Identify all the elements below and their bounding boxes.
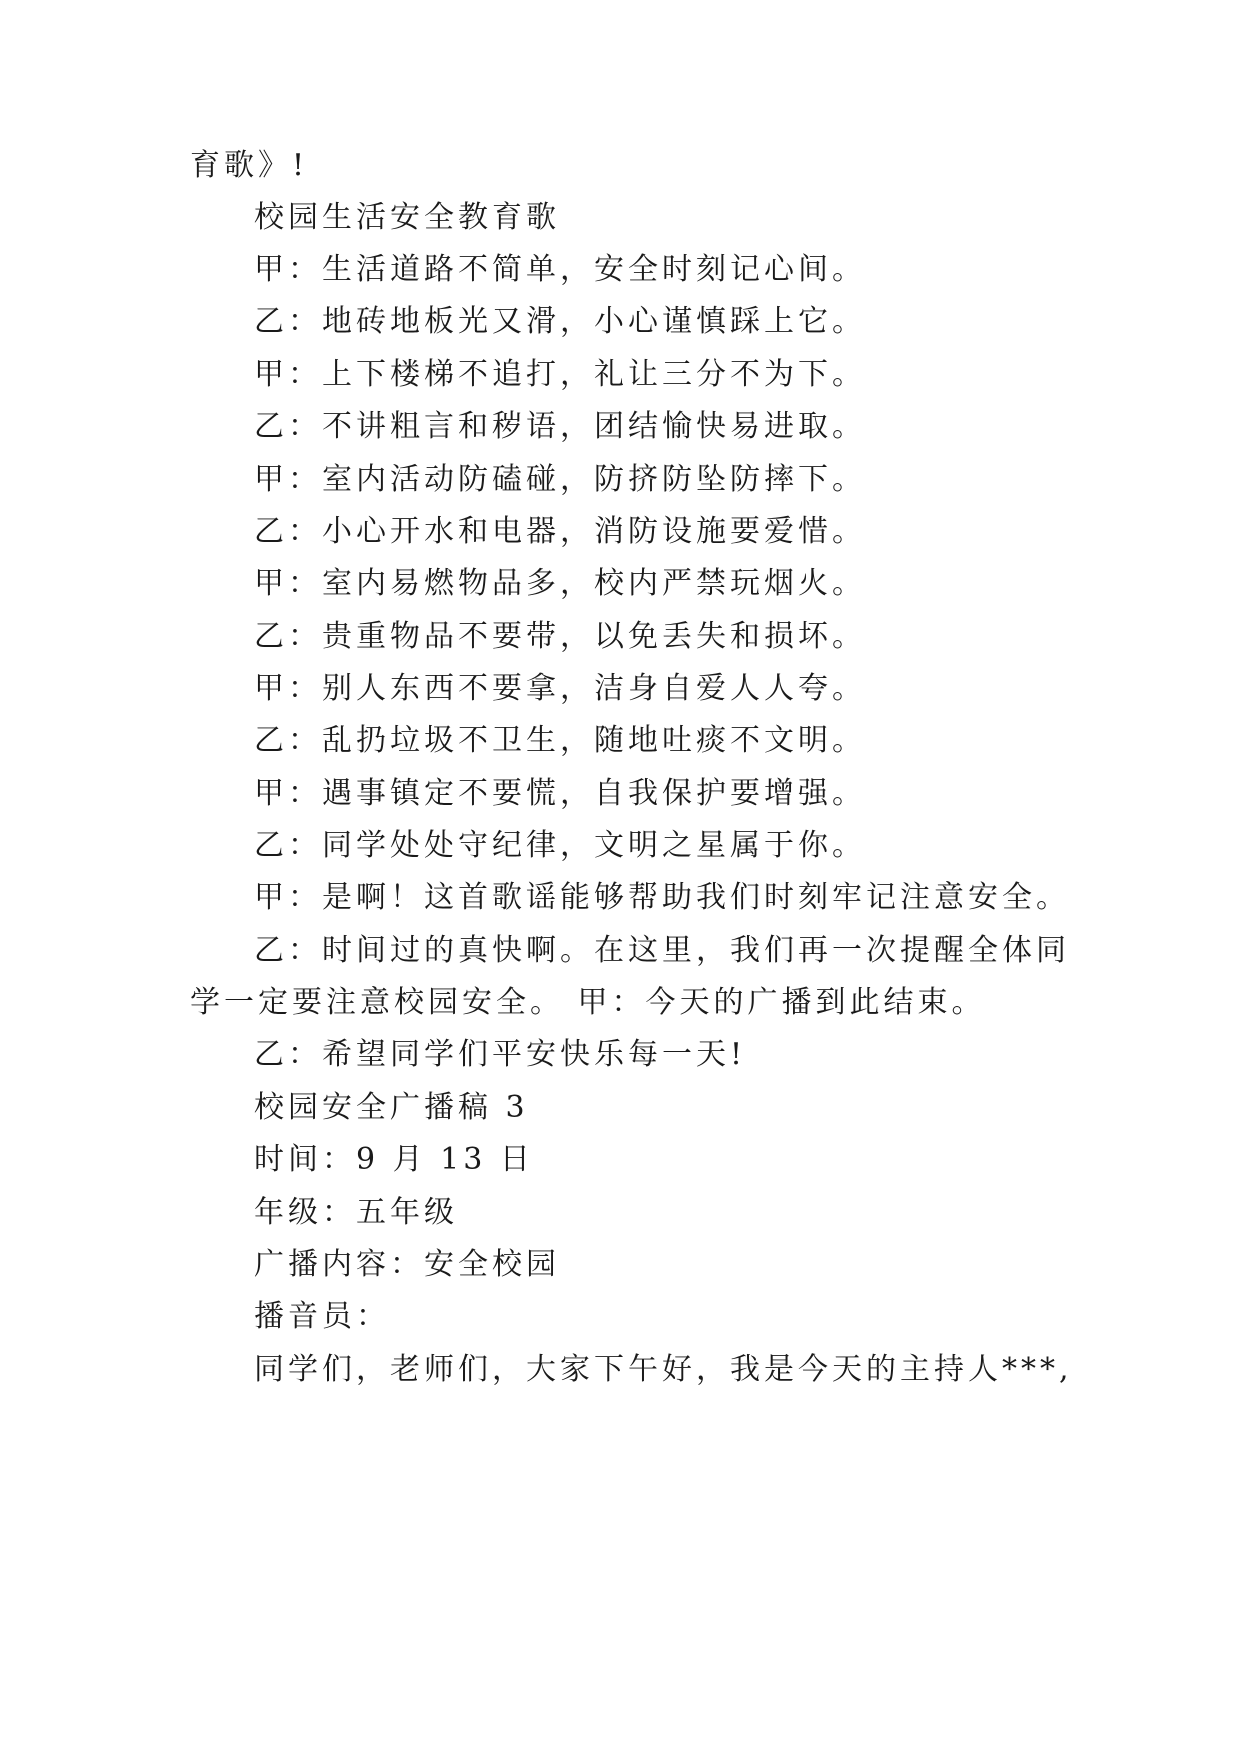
dialogue-line: 甲：上下楼梯不追打，礼让三分不为下。 [254, 357, 866, 392]
dialogue-line: 甲：生活道路不简单，安全时刻记心间。 [254, 252, 866, 287]
info-content: 广播内容：安全校园 [254, 1247, 560, 1282]
info-time: 时间：9 月 13 日 [254, 1142, 534, 1177]
dialogue-line: 乙：贵重物品不要带，以免丢失和损坏。 [254, 619, 866, 654]
dialogue-line: 甲：别人东西不要拿，洁身自爱人人夸。 [254, 671, 866, 706]
dialogue-line: 乙：地砖地板光又滑，小心谨慎踩上它。 [254, 304, 866, 339]
song-title: 校园生活安全教育歌 [254, 200, 560, 235]
body-paragraph: 同学们，老师们，大家下午好，我是今天的主持人***, [254, 1352, 1073, 1387]
dialogue-line: 乙：同学处处守纪律，文明之星属于你。 [254, 828, 866, 863]
dialogue-line: 乙：不讲粗言和秽语，团结愉快易进取。 [254, 409, 866, 444]
dialogue-line: 甲：室内活动防磕碰，防挤防坠防摔下。 [254, 462, 866, 497]
dialogue-line: 乙：希望同学们平安快乐每一天! [254, 1037, 747, 1072]
dialogue-line: 乙：小心开水和电器，消防设施要爱惜。 [254, 514, 866, 549]
dialogue-line-wrap: 学一定要注意校园安全。 甲：今天的广播到此结束。 [190, 985, 986, 1020]
info-announcer: 播音员： [254, 1299, 390, 1334]
dialogue-line: 甲：遇事镇定不要慌，自我保护要增强。 [254, 776, 866, 811]
info-grade: 年级：五年级 [254, 1195, 458, 1230]
dialogue-line: 乙：乱扔垃圾不卫生，随地吐痰不文明。 [254, 723, 866, 758]
dialogue-line: 甲：室内易燃物品多，校内严禁玩烟火。 [254, 566, 866, 601]
dialogue-line: 乙：时间过的真快啊。在这里，我们再一次提醒全体同 [254, 933, 1070, 968]
dialogue-line: 甲：是啊！这首歌谣能够帮助我们时刻牢记注意安全。 [254, 880, 1070, 915]
text-line-continuation: 育歌》! [190, 148, 309, 183]
section-heading: 校园安全广播稿 3 [254, 1090, 529, 1125]
